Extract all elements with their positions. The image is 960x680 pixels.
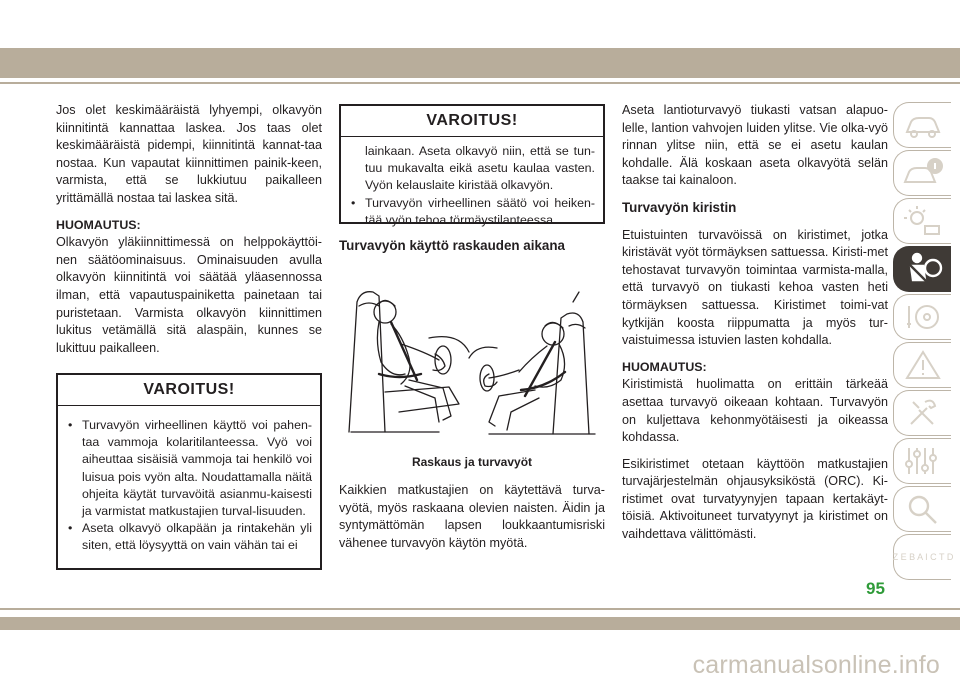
tab-emergency[interactable] bbox=[893, 342, 951, 388]
specifications-icon bbox=[903, 444, 943, 478]
paragraph: Etuistuinten turvavöissä on kiristimet, jotka kiristävät vyöt törmäyksen sattuessa. Kiristi-met tehostavat turvavyön toimintaa varmista-malla, että turvavyö on tiukasti kehoa vasten heti törmäyksen sattuessa. Kiristimet toimi-vat kytkijän koosta riippumatta ja myös tur-vaistuimessa istuvien lasten kohdalla. bbox=[622, 227, 888, 348]
section-title: Turvavyön käyttö raskauden aikana bbox=[339, 238, 565, 253]
header-rule bbox=[0, 82, 960, 84]
column-1 bbox=[56, 102, 322, 366]
warning-bullet: • Turvavyön virheellinen säätö voi heiken-tää vyön tehoa törmäystilanteessa. bbox=[351, 195, 595, 227]
paragraph: Aseta lantioturvavyö tiukasti vatsan alapuo-lelle, lantion vahvojen luiden ylitse. Vie olka-vyö rinnan ylitse niin, että se ei asetu kaulan kohdalle. Älä koskaan aseta olkavyötä selän taakse tai kainaloon. bbox=[622, 103, 888, 188]
column-2-text bbox=[339, 482, 605, 561]
tab-safety[interactable] bbox=[893, 246, 951, 292]
tab-car-info[interactable] bbox=[893, 102, 951, 148]
warning-title: VAROITUS! bbox=[341, 106, 603, 137]
svg-text:Z E B A I C T D: Z E B A I C T D bbox=[892, 552, 953, 562]
warning-title: VAROITUS! bbox=[58, 375, 320, 406]
note-text: Kiristimistä huolimatta on erittäin tärkeää asettaa turvavyö oikeaan kohtaan. Turvavyön on kuljettava kehonmyötäisesti ja oikeassa kohdassa. bbox=[622, 377, 888, 445]
tab-specifications[interactable] bbox=[893, 438, 951, 484]
tab-starting-operating[interactable] bbox=[893, 294, 951, 340]
paragraph: Kaikkien matkustajien on käytettävä turva-vyötä, myös raskaana olevien naisten. Äidin ja syntymättömän lapsen loukkaantumisriski vähenee turvavyön käytön myötä. bbox=[339, 483, 605, 550]
tools-icon bbox=[903, 396, 943, 430]
warning-box bbox=[56, 373, 322, 570]
figure-caption: Raskaus ja turvavyöt bbox=[411, 455, 533, 469]
footer-band bbox=[0, 617, 960, 630]
tab-search[interactable] bbox=[893, 486, 951, 532]
tab-index[interactable] bbox=[893, 534, 951, 580]
car-info-icon bbox=[903, 108, 943, 142]
note-label: HUOMAUTUS: bbox=[622, 359, 707, 374]
warning-continued-text: lainkaan. Aseta olkavyö niin, että se tun-tuu mukavalta eikä asetu kaulaa vasten. Vyön kelauslaite kiristää olkavyön. bbox=[365, 144, 595, 193]
dashboard-lights-icon bbox=[903, 204, 943, 238]
note-label: HUOMAUTUS: bbox=[56, 217, 141, 232]
warning-box-continued bbox=[339, 104, 605, 227]
chapter-tabs bbox=[893, 102, 953, 582]
tab-car-getting-to-know[interactable] bbox=[893, 150, 951, 196]
section-title: Turvavyön kiristin bbox=[622, 199, 737, 215]
watermark: carmanualsonline.info bbox=[692, 651, 940, 679]
tab-servicing[interactable] bbox=[893, 390, 951, 436]
tab-dashboard[interactable] bbox=[893, 198, 951, 244]
warning-bullet-text: Aseta olkavyö olkapään ja rintakehän yli siten, että löysyyttä on vain vähän tai ei bbox=[82, 521, 312, 553]
warning-triangle-icon bbox=[903, 348, 943, 382]
steering-wheel-key-icon bbox=[903, 300, 943, 334]
car-info-i-icon bbox=[903, 156, 943, 190]
search-icon bbox=[903, 492, 943, 526]
page-number: 95 bbox=[866, 579, 885, 598]
column-3 bbox=[622, 102, 888, 553]
paragraph: Esikiristimet otetaan käyttöön matkustajien turvajärjestelmän ohjausyksiköstä (ORC). Ki-ristimet ovat turvatyynyjen tapaan kertakäyt-töisiä. Aktivoituneet turvatyynyt ja kiristimet on vaihdettava välittömästi. bbox=[622, 456, 888, 542]
index-az-icon bbox=[892, 540, 953, 574]
paragraph: Jos olet keskimääräistä lyhyempi, olkavyön kiinnitintä kannattaa laskea. Jos taas olet keskimääräistä pidempi, kiinnitintä kannat-taa nostaa. Kun vapautat kiinnittimen painik-keen, varmista, että se lukkiutuu paikalleen yrittämällä nostaa tai laskea sitä. bbox=[56, 103, 322, 205]
seatbelt-airbag-icon bbox=[903, 252, 943, 286]
footer-rule bbox=[0, 608, 960, 610]
warning-bullet-text: Turvavyön virheellinen käyttö voi pahen-taa vammoja kolaritilanteessa. Vyö voi aiheuttaa sisäisiä vammoja tai henkilö voi luisua pois vyön alta. Noudattamalla näitä ohjeita käytät turvavöitä asianmu-kaisesti ja varmistat matkustajien turval-lisuuden. bbox=[82, 418, 312, 519]
pregnancy-seatbelt-illustration bbox=[339, 262, 605, 472]
note-text: Olkavyön yläkiinnittimessä on helppokäyttöi-nen säätöominaisuus. Ominaisuuden avulla olkavyön kiinnitintä voi säätää yläasennossa ilman, että vapautuspainiketta painetaan tai puristetaan. Varmista olkavyön kiinnittimen lukitus vetämällä sitä alaspäin, kunnes se lukittuu paikalleen. bbox=[56, 235, 322, 355]
header-band bbox=[0, 48, 960, 78]
warning-bullet: • Aseta olkavyö olkapään ja rintakehän yli siten, että löysyyttä on vain vähän tai ei bbox=[68, 521, 312, 553]
warning-bullet: • Turvavyön virheellinen käyttö voi pahen-taa vammoja kolaritilanteessa. Vyö voi aiheuttaa sisäisiä vammoja tai henkilö voi luisua pois vyön alta. Noudattamalla näitä ohjeita käytät turvavöitä asianmu-kaisesti ja varmistat matkustajien turval-lisuuden. bbox=[68, 418, 312, 519]
warning-bullet-text: Turvavyön virheellinen säätö voi heiken-tää vyön tehoa törmäystilanteessa. bbox=[365, 195, 595, 227]
